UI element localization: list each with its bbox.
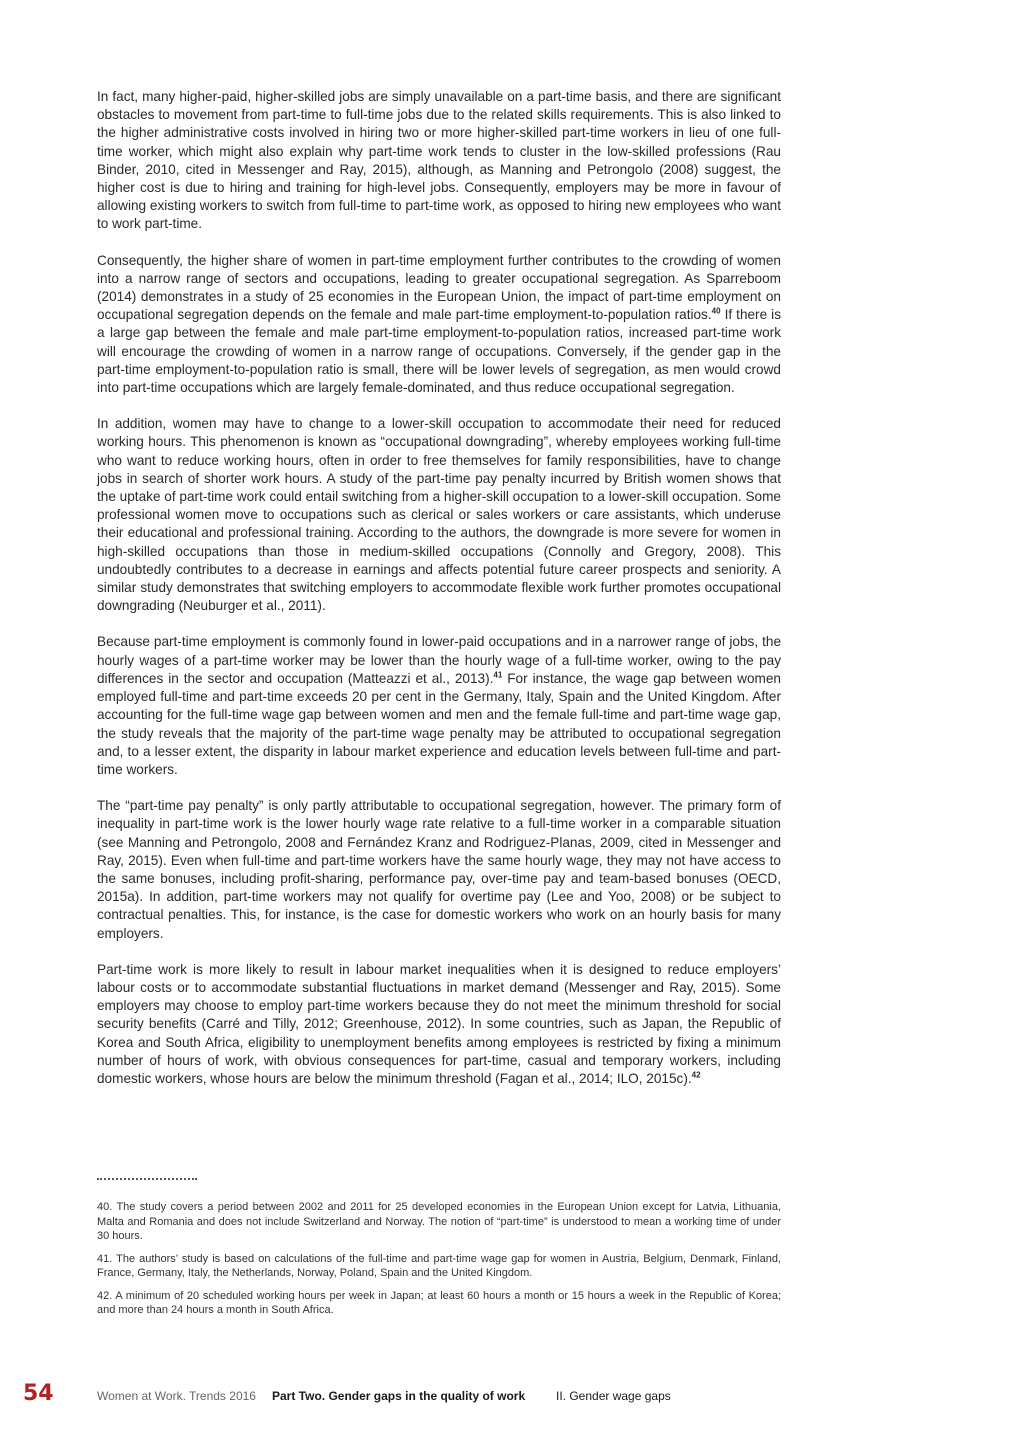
footnote-40: 40. The study covers a period between 2002 and 2011 for 25 developed economies in the European Union except for Latvia, Lithuania, Malta and Romania and does not include Switzerland and Norway. The notion of “part-time” is understood to mean a working time of under 30 hours. [97,1201,781,1242]
page-number: 54 [23,1381,54,1406]
paragraph-6 [97,961,781,1088]
footnote-42: 42. A minimum of 20 scheduled working hours per week in Japan; at least 60 hours a month or 15 hours a week in the Republic of Korea; and more than 24 hours a month in South Africa. [97,1289,781,1316]
paragraph-4-text-a: Because part-time employment is commonly found in lower-paid occupations and in a narrower range of jobs, the hourly wages of a part-time worker may be lower than the hourly wage of a full-time worker, owing to the pay differences in the sector and occupation (Matteazzi et al., 2013). [97,634,781,686]
footnote-ref-41[interactable]: 41 [493,670,503,680]
footnote-ref-42[interactable]: 42 [691,1070,701,1080]
section-title: II. Gender wage gaps [556,1389,671,1403]
paragraph-6-text: Part-time work is more likely to result in labour market inequalities when it is designed to reduce employers’ labour costs or to accommodate substantial fluctuations in market demand (Messenger and Ray, 2015). Some employers may choose to employ part-time workers because they do not meet the minimum threshold for social security benefits (Carré and Tilly, 2012; Greenhouse, 2012). In some countries, such as Japan, the Republic of Korea and South Africa, eligibility to unemployment benefits among employees is restricted by fixing a minimum number of hours of work, with obvious consequences for part-time, casual and temporary workers, including domestic workers, whose hours are below the minimum threshold (Fagan et al., 2014; ILO, 2015c). [97,961,781,1086]
part-title: Part Two. Gender gaps in the quality of work [272,1389,526,1403]
paragraph-2 [97,252,781,398]
footnote-ref-40[interactable]: 40 [711,306,721,316]
paragraph-5: The “part-time pay penalty” is only partly attributable to occupational segregation, however. The primary form of inequality in part-time work is the lower hourly wage rate relative to a full-time worker in a comparable situation (see Manning and Petrongolo, 2008 and Fernández Kranz and Rodriguez-Planas, 2009, cited in Messenger and Ray, 2015). Even when full-time and part-time workers have the same hourly wage, they may not have access to the same bonuses, including profit-sharing, performance pay, over-time pay and team-based bonuses (OECD, 2015a). In addition, part-time workers may not qualify for overtime pay (Lee and Yoo, 2008) or be subject to contractual penalties. This, for instance, is the case for domestic workers who work on an hourly basis for many employers. [97,798,781,941]
publication-title: Women at Work. Trends 2016 [97,1389,256,1403]
paragraph-4-text-b: For instance, the wage gap between women employed full-time and part-time exceeds 20 per cent in the Germany, Italy, Spain and the United Kingdom. After accounting for the full-time wage gap between women and men and the female full-time and part-time wage gap, the study reveals that the majority of the part-time wage penalty may be attributed to occupational segregation and, to a lesser extent, the disparity in labour market experience and education levels between full-time and part-time workers. [97,670,781,777]
page-footer [0,1380,1024,1420]
footnotes [97,1200,781,1326]
footnote-41: 41. The authors’ study is based on calculations of the full-time and part-time wage gap for women in Austria, Belgium, Denmark, Finland, France, Germany, Italy, the Netherlands, Norway, Poland, Spain and the United Kingdom. [97,1252,781,1279]
paragraph-3: In addition, women may have to change to a lower-skill occupation to accommodate their need for reduced working hours. This phenomenon is known as “occupational downgrading”, whereby employees working full-time who want to reduce working hours, often in order to free themselves for family responsibilities, have to change jobs in search of shorter work hours. A study of the part-time pay penalty incurred by British women shows that the uptake of part-time work could entail switching from a higher-skill occupation to a lower-skill occupation. Some professional women move to occupations such as clerical or sales workers or care assistants, which underuse their educational and professional training. According to the authors, the downgrade is more severe for women in high-skilled occupations than those in medium-skilled occupations (Connolly and Gregory, 2008). This undoubtedly contributes to a decrease in earnings and affects potential future career prospects and seniority. A similar study demonstrates that switching employers to accommodate flexible work further promotes occupational downgrading (Neuburger et al., 2011). [97,416,781,614]
paragraph-1: In fact, many higher-paid, higher-skilled jobs are simply unavailable on a part-time basis, and there are significant obstacles to movement from part-time to full-time jobs due to the related skills requirements. This is also linked to the higher administrative costs involved in hiring two or more higher-skilled part-time workers in lieu of one full-time worker, which might also explain why part-time work tends to cluster in the low-skilled professions (Rau Binder, 2010, cited in Messenger and Ray, 2015), although, as Manning and Petrongolo (2008) suggest, the higher cost is due to hiring and training for high-level jobs. Consequently, employers may be more in favour of allowing existing workers to switch from full-time to part-time work, as opposed to hiring new employees who want to work part-time. [97,89,781,232]
paragraph-4 [97,633,781,779]
paragraph-2-text-a: Consequently, the higher share of women in part-time employment further contributes to the crowding of women into a narrow range of sectors and occupations, leading to greater occupational segregation. As Sparreboom (2014) demonstrates in a study of 25 economies in the European Union, the impact of part-time employment on occupational segregation depends on the female and male part-time employment-to-population ratios. [97,252,781,323]
main-text [97,88,781,1106]
footnote-separator [97,1178,197,1180]
paragraph-2-text-b: If there is a large gap between the female and male part-time employment-to-population ratios, increased part-time work will encourage the crowding of women in a narrow range of occupations. Conversely, if the gender gap in the part-time employment-to-population ratio is small, there will be lower levels of segregation, as men would crowd into part-time occupations which are largely female-dominated, and thus reduce occupational segregation. [97,307,781,396]
